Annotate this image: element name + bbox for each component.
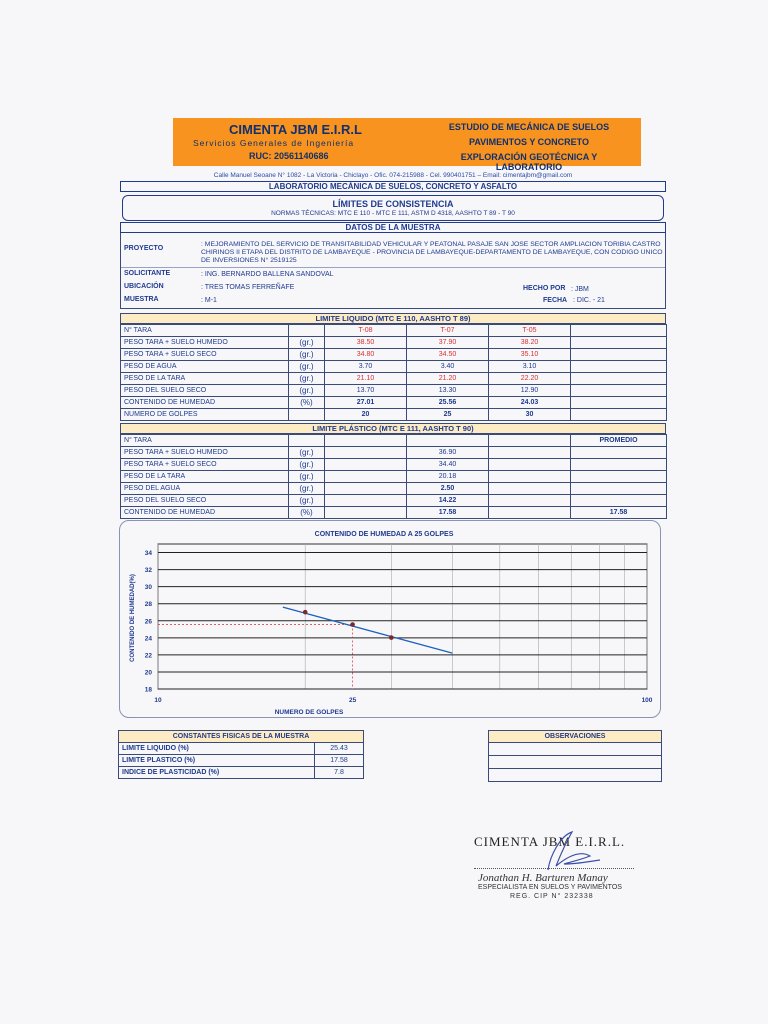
lp-cell: 2.50 bbox=[407, 483, 489, 495]
promedio-cell: 17.58 bbox=[571, 507, 667, 519]
lp-row bbox=[121, 435, 667, 447]
lp-empty-cell bbox=[489, 435, 571, 447]
ll-row bbox=[121, 337, 667, 349]
ll-empty-cell bbox=[571, 349, 667, 361]
signature-reg: REG. CIP N° 232338 bbox=[510, 893, 594, 900]
lp-row bbox=[121, 471, 667, 483]
company-name: CIMENTA JBM E.I.R.L bbox=[229, 122, 362, 137]
lp-empty-cell bbox=[489, 471, 571, 483]
datos-box bbox=[120, 233, 666, 309]
ll-title: LIMITE LIQUIDO (MTC E 110, AASHTO T 89) bbox=[120, 313, 666, 324]
ll-empty-cell bbox=[571, 409, 667, 421]
lp-cell bbox=[407, 435, 489, 447]
lp-empty-cell bbox=[325, 471, 407, 483]
ll-row bbox=[121, 349, 667, 361]
lp-row bbox=[121, 459, 667, 471]
ll-cell: 21.20 bbox=[407, 373, 489, 385]
lp-cell: 36.90 bbox=[407, 447, 489, 459]
promedio-cell bbox=[571, 495, 667, 507]
chart-ylabel: CONTENIDO DE HUMEDAD(%) bbox=[130, 574, 136, 662]
ll-row-label: PESO DE LA TARA bbox=[121, 373, 289, 385]
ll-cell: 34.50 bbox=[407, 349, 489, 361]
constantes-title: CONSTANTES FISICAS DE LA MUESTRA bbox=[119, 731, 364, 743]
plot-area bbox=[158, 544, 647, 689]
ll-empty-cell bbox=[571, 397, 667, 409]
observaciones-table bbox=[488, 730, 662, 782]
lp-row-unit: (gr.) bbox=[289, 459, 325, 471]
ll-row-unit: (gr.) bbox=[289, 361, 325, 373]
lp-empty-cell bbox=[325, 507, 407, 519]
ll-cell: 35.10 bbox=[489, 349, 571, 361]
ll-row-label: PESO TARA + SUELO HUMEDO bbox=[121, 337, 289, 349]
y-tick-label: 30 bbox=[144, 584, 152, 592]
ll-cell: 3.40 bbox=[407, 361, 489, 373]
divider bbox=[121, 267, 665, 268]
ll-cell: 12.90 bbox=[489, 385, 571, 397]
ll-cell: 30 bbox=[489, 409, 571, 421]
ll-row-unit: (gr.) bbox=[289, 337, 325, 349]
constante-label: LIMITE LIQUIDO (%) bbox=[119, 743, 315, 755]
lp-empty-cell bbox=[325, 459, 407, 471]
lp-empty-cell bbox=[489, 447, 571, 459]
ll-cell: 3.70 bbox=[325, 361, 407, 373]
lp-empty-cell bbox=[489, 507, 571, 519]
y-tick-label: 34 bbox=[144, 550, 152, 558]
lp-empty-cell bbox=[489, 495, 571, 507]
ll-cell: T-08 bbox=[325, 325, 407, 337]
ll-cell: 22.20 bbox=[489, 373, 571, 385]
signature-role: ESPECIALISTA EN SUELOS Y PAVIMENTOS bbox=[478, 884, 622, 891]
x-tick-label: 25 bbox=[348, 697, 357, 704]
company-services: Servicios Generales de Ingeniería bbox=[193, 138, 355, 148]
ll-row-label: PESO TARA + SUELO SECO bbox=[121, 349, 289, 361]
lp-row bbox=[121, 507, 667, 519]
fecha-label: FECHA bbox=[543, 297, 568, 304]
ll-row-label: PESO DEL SUELO SECO bbox=[121, 385, 289, 397]
lp-row-unit: (gr.) bbox=[289, 483, 325, 495]
solicitante-value: : ING. BERNARDO BALLENA SANDOVAL bbox=[201, 271, 334, 278]
ll-cell: 21.10 bbox=[325, 373, 407, 385]
observaciones-title: OBSERVACIONES bbox=[489, 731, 662, 743]
ll-cell: 20 bbox=[325, 409, 407, 421]
lp-empty-cell bbox=[325, 447, 407, 459]
ll-cell: 37.90 bbox=[407, 337, 489, 349]
lp-row-label: PESO TARA + SUELO HUMEDO bbox=[121, 447, 289, 459]
data-point bbox=[389, 635, 394, 640]
ll-row-label: N° TARA bbox=[121, 325, 289, 337]
ll-cell: 24.03 bbox=[489, 397, 571, 409]
fecha-value: : DIC. - 21 bbox=[573, 297, 605, 304]
y-tick-label: 18 bbox=[144, 686, 152, 694]
chart-xlabel: NUMERO DE GOLPES bbox=[274, 709, 344, 716]
lp-row-label: N° TARA bbox=[121, 435, 289, 447]
ll-empty-cell bbox=[571, 373, 667, 385]
ll-cell: 38.50 bbox=[325, 337, 407, 349]
ll-cell: 3.10 bbox=[489, 361, 571, 373]
constante-value: 7.8 bbox=[315, 767, 364, 779]
lp-cell: 17.58 bbox=[407, 507, 489, 519]
ll-row bbox=[121, 373, 667, 385]
lp-row-unit: (gr.) bbox=[289, 447, 325, 459]
lp-empty-cell bbox=[489, 459, 571, 471]
ll-cell: 38.20 bbox=[489, 337, 571, 349]
lp-cell: 20.18 bbox=[407, 471, 489, 483]
letterhead bbox=[173, 118, 641, 172]
ll-empty-cell bbox=[571, 337, 667, 349]
lp-row-unit bbox=[289, 435, 325, 447]
header-right-line3: EXPLORACIÓN GEOTÉCNICA Y LABORATORIO bbox=[460, 152, 598, 172]
ll-row bbox=[121, 385, 667, 397]
promedio-cell bbox=[571, 471, 667, 483]
ll-row-unit bbox=[289, 409, 325, 421]
chart-title: CONTENIDO DE HUMEDAD A 25 GOLPES bbox=[314, 531, 454, 538]
lp-row-label: PESO DEL AGUA bbox=[121, 483, 289, 495]
ll-table bbox=[120, 324, 667, 421]
ll-row bbox=[121, 325, 667, 337]
y-tick-label: 32 bbox=[144, 567, 152, 575]
proyecto-label: PROYECTO bbox=[124, 245, 164, 252]
lp-row-label: PESO DEL SUELO SECO bbox=[121, 495, 289, 507]
chart-grid bbox=[145, 544, 653, 704]
observaciones-row bbox=[489, 756, 662, 769]
ll-cell: 25 bbox=[407, 409, 489, 421]
ll-row-unit bbox=[289, 325, 325, 337]
ll-cell: 13.70 bbox=[325, 385, 407, 397]
ll-cell: T-07 bbox=[407, 325, 489, 337]
constantes-row bbox=[119, 755, 364, 767]
signature-name: Jonathan H. Barturen Manay bbox=[478, 872, 608, 884]
x-tick-label: 100 bbox=[641, 697, 653, 704]
constante-value: 17.58 bbox=[315, 755, 364, 767]
lp-row-unit: (%) bbox=[289, 507, 325, 519]
lp-row-label: PESO TARA + SUELO SECO bbox=[121, 459, 289, 471]
constante-label: LIMITE PLASTICO (%) bbox=[119, 755, 315, 767]
observaciones-row bbox=[489, 743, 662, 756]
lp-row-unit: (gr.) bbox=[289, 495, 325, 507]
doc-title: LÍMITES DE CONSISTENCIA bbox=[332, 199, 454, 209]
ll-cell: 13.30 bbox=[407, 385, 489, 397]
constantes-row bbox=[119, 743, 364, 755]
lp-cell: 34.40 bbox=[407, 459, 489, 471]
ll-cell: 34.80 bbox=[325, 349, 407, 361]
ll-row-unit: (gr.) bbox=[289, 373, 325, 385]
ll-cell: 27.01 bbox=[325, 397, 407, 409]
data-point bbox=[350, 622, 355, 627]
ll-empty-cell bbox=[571, 325, 667, 337]
lp-row-unit: (gr.) bbox=[289, 471, 325, 483]
ll-row-label: NUMERO DE GOLPES bbox=[121, 409, 289, 421]
ll-empty-cell bbox=[571, 385, 667, 397]
solicitante-label: SOLICITANTE bbox=[124, 270, 171, 277]
normas: NORMAS TÉCNICAS: MTC E 110 - MTC E 111, ASTM D 4318, AASHTO T 89 - T 90 bbox=[271, 210, 515, 217]
ll-row-unit: (%) bbox=[289, 397, 325, 409]
lp-empty-cell bbox=[325, 483, 407, 495]
ubicacion-label: UBICACIÓN bbox=[124, 283, 164, 290]
muestra-value: : M-1 bbox=[201, 297, 217, 304]
header-right-line2: PAVIMENTOS Y CONCRETO bbox=[468, 137, 590, 147]
signature-company: CIMENTA JBM E.I.R.L. bbox=[474, 834, 626, 849]
header-right-line1: ESTUDIO DE MECÁNICA DE SUELOS bbox=[448, 122, 610, 132]
lp-row bbox=[121, 495, 667, 507]
promedio-cell bbox=[571, 483, 667, 495]
lp-title: LIMITE PLÁSTICO (MTC E 111, AASHTO T 90) bbox=[120, 423, 666, 434]
company-address: Calle Manuel Seoane N° 1082 - La Victoria - Chiclayo - Ofic. 074-215988 - Cel. 990401751 – Email: cimentajbm@gmail.com bbox=[213, 172, 573, 179]
ll-row bbox=[121, 409, 667, 421]
datos-title: DATOS DE LA MUESTRA bbox=[120, 222, 666, 233]
hecho-label: HECHO POR bbox=[523, 285, 566, 292]
constante-label: INDICE DE PLASTICIDAD (%) bbox=[119, 767, 315, 779]
observaciones-row bbox=[489, 769, 662, 782]
constantes-row bbox=[119, 767, 364, 779]
x-tick-label: 10 bbox=[154, 697, 162, 704]
lp-table bbox=[120, 434, 667, 519]
ll-empty-cell bbox=[571, 361, 667, 373]
data-point bbox=[303, 610, 308, 615]
ll-row-unit: (gr.) bbox=[289, 349, 325, 361]
y-tick-label: 22 bbox=[144, 652, 152, 660]
signature-line bbox=[474, 868, 634, 869]
proyecto-value: : MEJORAMIENTO DEL SERVICIO DE TRANSITABILIDAD VEHICULAR Y PEATONAL PASAJE SAN JOSE SECTOR AMPLIACION TORIBIA CASTRO CHIRINOS II ETAPA DEL DISTRITO DE LAMBAYEQUE - PROVINCIA DE LAMBAYEQUE-DEPARTAMENTO DE LAMBAYEQUE, CON CODIGO UNICO DE INVERSIONES N° 2519125 bbox=[201, 241, 663, 264]
lp-row-label: CONTENIDO DE HUMEDAD bbox=[121, 507, 289, 519]
lp-row-label: PESO DE LA TARA bbox=[121, 471, 289, 483]
promedio-cell bbox=[571, 447, 667, 459]
lp-empty-cell bbox=[325, 495, 407, 507]
constantes-table bbox=[118, 730, 364, 779]
ll-row-unit: (gr.) bbox=[289, 385, 325, 397]
ll-row bbox=[121, 397, 667, 409]
hecho-value: : JBM bbox=[571, 286, 589, 293]
promedio-label: PROMEDIO bbox=[571, 435, 667, 447]
promedio-cell bbox=[571, 459, 667, 471]
ubicacion-value: : TRES TOMAS FERREÑAFE bbox=[201, 284, 295, 291]
lp-row bbox=[121, 447, 667, 459]
y-tick-label: 26 bbox=[144, 618, 152, 626]
company-ruc: RUC: 20561140686 bbox=[249, 151, 329, 161]
lab-title: LABORATORIO MECÁNICA DE SUELOS, CONCRETO Y ASFALTO bbox=[120, 181, 666, 192]
ll-row-label: PESO DE AGUA bbox=[121, 361, 289, 373]
lp-empty-cell bbox=[489, 483, 571, 495]
trend-line bbox=[283, 607, 453, 653]
y-tick-label: 28 bbox=[144, 601, 152, 609]
lp-empty-cell bbox=[325, 435, 407, 447]
moisture-chart bbox=[119, 520, 661, 718]
ll-cell: 25.56 bbox=[407, 397, 489, 409]
lp-cell: 14.22 bbox=[407, 495, 489, 507]
ll-row bbox=[121, 361, 667, 373]
ll-row-label: CONTENIDO DE HUMEDAD bbox=[121, 397, 289, 409]
lp-row bbox=[121, 483, 667, 495]
y-tick-label: 20 bbox=[144, 669, 152, 677]
ll-cell: T-05 bbox=[489, 325, 571, 337]
muestra-label: MUESTRA bbox=[124, 296, 159, 303]
y-tick-label: 24 bbox=[144, 635, 152, 643]
title-box bbox=[122, 195, 664, 221]
constante-value: 25.43 bbox=[315, 743, 364, 755]
